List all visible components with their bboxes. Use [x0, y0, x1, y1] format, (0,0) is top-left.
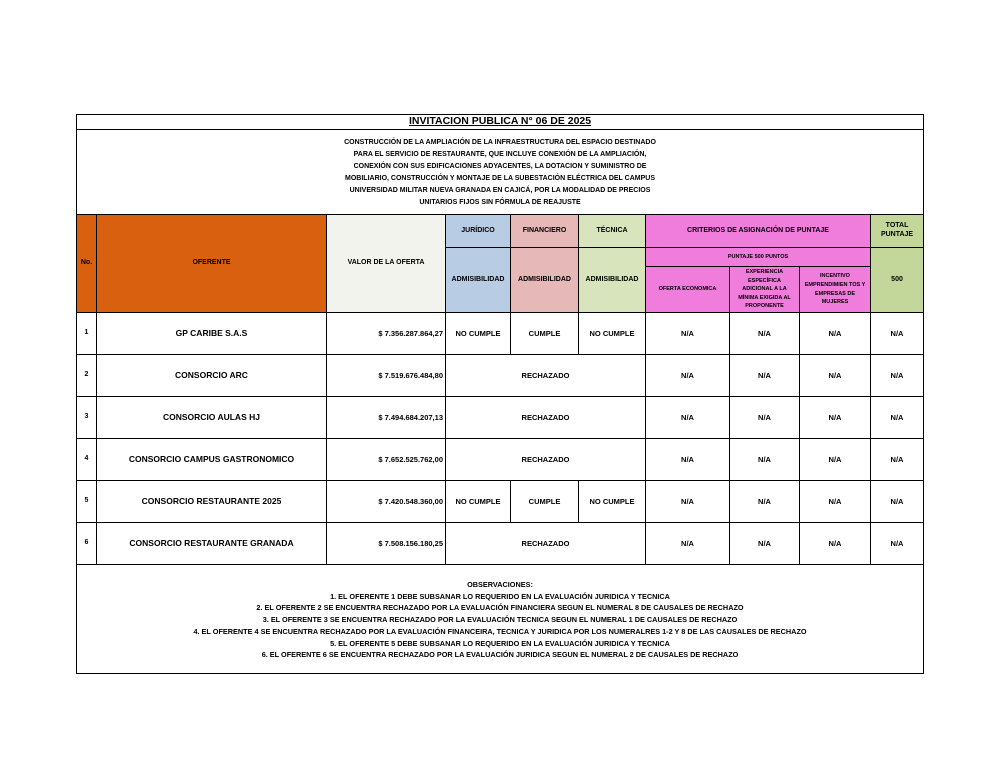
status-juridico: NO CUMPLE [446, 313, 511, 355]
header-criterios: CRITERIOS DE ASIGNACIÓN DE PUNTAJE [646, 215, 871, 248]
observations-title: OBSERVACIONES: [467, 580, 533, 590]
score-experiencia: N/A [730, 481, 800, 523]
score-incentivo: N/A [800, 355, 871, 397]
description-line: CONSTRUCCIÓN DE LA AMPLIACIÓN DE LA INFRAESTRUCTURA DEL ESPACIO DESTINADO [344, 139, 656, 146]
table-row [77, 397, 924, 439]
table-row [77, 439, 924, 481]
row-number: 3 [77, 397, 97, 439]
offer-value: $ 7.420.548.360,00 [327, 481, 446, 523]
page-title: INVITACION PUBLICA N° 06 DE 2025 [77, 115, 924, 130]
header-total-points: 500 [871, 248, 924, 313]
header-financiero: FINANCIERO [511, 215, 579, 248]
description-line: CONEXIÓN CON SUS EDIFICACIONES ADYACENTES, LA DOTACION Y SUMINISTRO DE [353, 163, 647, 170]
score-oferta-economica: N/A [646, 397, 730, 439]
score-incentivo: N/A [800, 313, 871, 355]
observation-item: 3. EL OFERENTE 3 SE ENCUENTRA RECHAZADO POR LA EVALUACIÓN TECNICA SEGUN EL NUMERAL 1 DE CAUSALES DE RECHAZO [262, 615, 738, 625]
status-tecnica: NO CUMPLE [579, 313, 646, 355]
description-line: PARA EL SERVICIO DE RESTAURANTE, QUE INCLUYE CONEXIÓN DE LA AMPLIACIÓN, [353, 151, 647, 158]
table-row [77, 355, 924, 397]
table-row [77, 481, 924, 523]
row-number: 2 [77, 355, 97, 397]
oferente-name: CONSORCIO RESTAURANTE GRANADA [97, 523, 327, 565]
score-experiencia: N/A [730, 439, 800, 481]
score-total: N/A [871, 481, 924, 523]
score-total: N/A [871, 397, 924, 439]
score-incentivo: N/A [800, 439, 871, 481]
status-financiero: CUMPLE [511, 313, 579, 355]
score-oferta-economica: N/A [646, 313, 730, 355]
observation-item: 6. EL OFERENTE 6 SE ENCUENTRA RECHAZADO POR LA EVALUACIÓN JURIDICA SEGUN EL NUMERAL 2 DE CAUSALES DE RECHAZO [261, 650, 739, 660]
observations-block [77, 565, 924, 674]
description-line: MOBILIARIO, CONSTRUCCIÓN Y MONTAJE DE LA SUBESTACIÓN ELÉCTRICA DEL CAMPUS [345, 175, 655, 182]
header-total: TOTAL PUNTAJE [871, 215, 924, 248]
offer-value: $ 7.356.287.864,27 [327, 313, 446, 355]
score-oferta-economica: N/A [646, 355, 730, 397]
score-oferta-economica: N/A [646, 481, 730, 523]
offer-value: $ 7.519.676.484,80 [327, 355, 446, 397]
score-oferta-economica: N/A [646, 439, 730, 481]
offer-value: $ 7.652.525.762,00 [327, 439, 446, 481]
observation-item: 1. EL OFERENTE 1 DEBE SUBSANAR LO REQUERIDO EN LA EVALUACIÓN JURIDICA Y TECNICA [330, 591, 670, 601]
score-total: N/A [871, 523, 924, 565]
status-financiero: CUMPLE [511, 481, 579, 523]
evaluation-sheet [76, 114, 923, 674]
status-rechazado: RECHAZADO [446, 397, 646, 439]
offer-value: $ 7.494.684.207,13 [327, 397, 446, 439]
score-oferta-economica: N/A [646, 523, 730, 565]
row-number: 4 [77, 439, 97, 481]
offer-value: $ 7.508.156.180,25 [327, 523, 446, 565]
status-juridico: NO CUMPLE [446, 481, 511, 523]
status-rechazado: RECHAZADO [446, 439, 646, 481]
table-row [77, 313, 924, 355]
header-oferente: OFERENTE [97, 215, 327, 313]
header-valor: VALOR DE LA OFERTA [327, 215, 446, 313]
score-experiencia: N/A [730, 523, 800, 565]
score-experiencia: N/A [730, 397, 800, 439]
score-incentivo: N/A [800, 523, 871, 565]
score-total: N/A [871, 355, 924, 397]
oferente-name: CONSORCIO AULAS HJ [97, 397, 327, 439]
contract-description [77, 130, 924, 215]
description-line: UNIVERSIDAD MILITAR NUEVA GRANADA EN CAJICÁ, POR LA MODALIDAD DE PRECIOS [349, 187, 651, 194]
oferente-name: CONSORCIO RESTAURANTE 2025 [97, 481, 327, 523]
observation-item: 4. EL OFERENTE 4 SE ENCUENTRA RECHAZADO POR LA EVALUACIÓN FINANCEIRA, TECNICA Y JURIDICA POR LOS NUMERALRES 1-2 Y 8 DE LAS CAUSALES DE RECHAZO [193, 626, 807, 636]
oferente-name: CONSORCIO ARC [97, 355, 327, 397]
header-tecnica: TÉCNICA [579, 215, 646, 248]
evaluation-table [76, 114, 924, 674]
status-rechazado: RECHAZADO [446, 523, 646, 565]
header-admisibilidad-tecnica: ADMISIBILIDAD [579, 248, 646, 313]
header-juridico: JURÍDICO [446, 215, 511, 248]
score-incentivo: N/A [800, 481, 871, 523]
score-incentivo: N/A [800, 397, 871, 439]
header-admisibilidad-financiero: ADMISIBILIDAD [511, 248, 579, 313]
row-number: 5 [77, 481, 97, 523]
header-oferta-economica: OFERTA ECONOMICA [646, 267, 730, 313]
score-experiencia: N/A [730, 355, 800, 397]
row-number: 1 [77, 313, 97, 355]
header-incentivo: INCENTIVO EMPRENDIMIEN TOS Y EMPRESAS DE MUJERES [800, 267, 871, 313]
header-admisibilidad-juridico: ADMISIBILIDAD [446, 248, 511, 313]
observation-item: 5. EL OFERENTE 5 DEBE SUBSANAR LO REQUERIDO EN LA EVALUACIÓN JURIDICA Y TECNICA [330, 638, 670, 648]
header-puntaje: PUNTAJE 500 PUNTOS [646, 248, 871, 267]
score-experiencia: N/A [730, 313, 800, 355]
status-rechazado: RECHAZADO [446, 355, 646, 397]
oferente-name: CONSORCIO CAMPUS GASTRONOMICO [97, 439, 327, 481]
score-total: N/A [871, 439, 924, 481]
description-line: UNITARIOS FIJOS SIN FÓRMULA DE REAJUSTE [419, 199, 581, 206]
oferente-name: GP CARIBE S.A.S [97, 313, 327, 355]
table-row [77, 523, 924, 565]
header-experiencia: EXPERIENCIA ESPECÍFICA ADICIONAL A LA MÍNIMA EXIGIDA AL PROPONENTE [730, 267, 800, 313]
status-tecnica: NO CUMPLE [579, 481, 646, 523]
header-no: No. [77, 215, 97, 313]
row-number: 6 [77, 523, 97, 565]
score-total: N/A [871, 313, 924, 355]
observation-item: 2. EL OFERENTE 2 SE ENCUENTRA RECHAZADO POR LA EVALUACIÓN FINANCIERA SEGUN EL NUMERAL 8 DE CAUSALES DE RECHAZO [256, 603, 744, 613]
